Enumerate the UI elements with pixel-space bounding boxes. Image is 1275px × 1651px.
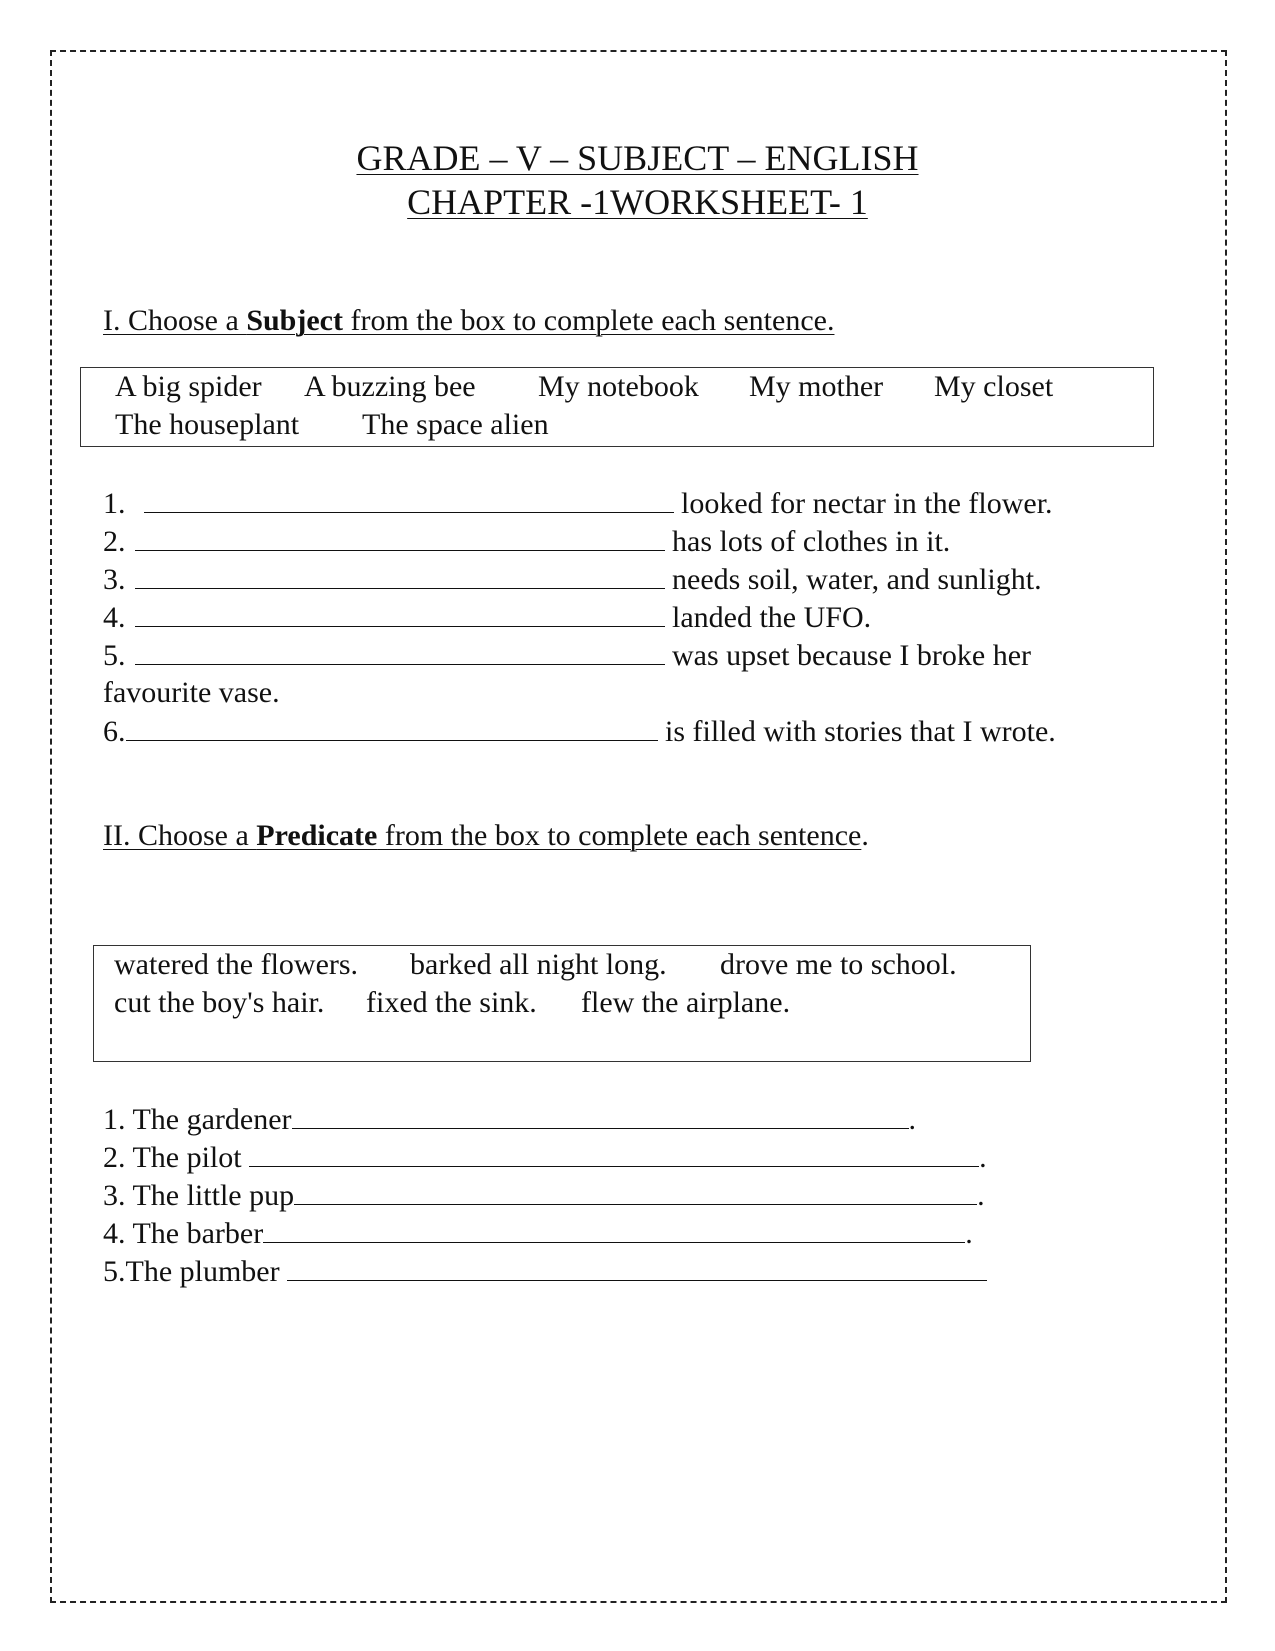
word-box-item: My closet <box>934 370 1054 403</box>
answer-blank[interactable] <box>135 560 665 589</box>
subject-question-5 <box>103 636 1031 675</box>
answer-blank[interactable] <box>263 1214 965 1243</box>
section2-suffix: from the box to complete each sentence <box>377 819 862 852</box>
question-label: 1. The gardener <box>103 1103 292 1136</box>
question-number: 4. <box>103 601 126 634</box>
predicate-question-4 <box>103 1214 973 1253</box>
predicate-question-3 <box>103 1176 985 1215</box>
word-box-item: watered the flowers. <box>114 948 359 981</box>
word-box-item: fixed the sink. <box>366 986 537 1019</box>
predicate-word-box <box>93 945 1031 1062</box>
question-end: . <box>965 1217 973 1250</box>
answer-blank[interactable] <box>135 636 665 665</box>
question-text: is filled with stories that I wrote. <box>665 715 1056 748</box>
section2-heading <box>103 817 869 855</box>
answer-blank[interactable] <box>144 484 674 513</box>
answer-blank[interactable] <box>135 598 665 627</box>
question-text: was upset because I broke her <box>672 639 1032 672</box>
question-end: . <box>979 1141 987 1174</box>
word-box-item: A big spider <box>115 370 262 403</box>
section2-keyword: Predicate <box>256 819 378 852</box>
question-label: 4. The barber <box>103 1217 264 1250</box>
question-text: looked for nectar in the flower. <box>681 487 1053 520</box>
subject-question-6 <box>103 712 1056 751</box>
answer-blank[interactable] <box>135 522 665 551</box>
subject-question-3 <box>103 560 1042 599</box>
answer-blank[interactable] <box>292 1100 909 1129</box>
section2-end: . <box>861 819 869 852</box>
question-label: 3. The little pup <box>103 1179 295 1212</box>
question-end: . <box>977 1179 985 1212</box>
subject-question-2 <box>103 522 950 561</box>
question-text: has lots of clothes in it. <box>672 525 951 558</box>
word-box-item: A buzzing bee <box>304 370 476 403</box>
answer-blank[interactable] <box>126 712 658 741</box>
word-box-item: The space alien <box>362 408 549 441</box>
subject-word-box <box>80 367 1154 447</box>
section1-keyword: Subject <box>246 304 343 337</box>
question-text: landed the UFO. <box>672 601 872 634</box>
word-box-item: cut the boy's hair. <box>114 986 325 1019</box>
question-number: 1. <box>103 487 126 520</box>
question-number: 5. <box>103 639 126 672</box>
section2-prefix: II. Choose a <box>103 819 257 852</box>
question-number: 2. <box>103 525 126 558</box>
word-box-item: barked all night long. <box>410 948 667 981</box>
word-box-item: drove me to school. <box>720 948 957 981</box>
worksheet-subtitle: CHAPTER -1WORKSHEET- 1 <box>407 182 868 222</box>
subject-question-1 <box>103 484 1053 523</box>
section1-suffix: from the box to complete each sentence. <box>342 304 835 337</box>
section1-heading <box>103 302 834 340</box>
question-label: 5.The plumber <box>103 1255 288 1288</box>
subject-question-5-continued: favourite vase. <box>103 676 280 709</box>
worksheet-title: GRADE – V – SUBJECT – ENGLISH <box>356 138 919 178</box>
answer-blank[interactable] <box>249 1138 979 1167</box>
word-box-item: flew the airplane. <box>581 986 791 1019</box>
question-text: needs soil, water, and sunlight. <box>672 563 1042 596</box>
question-number: 6. <box>103 715 126 748</box>
predicate-question-2 <box>103 1138 987 1177</box>
subject-question-4 <box>103 598 871 637</box>
predicate-question-1 <box>103 1100 916 1139</box>
answer-blank[interactable] <box>294 1176 977 1205</box>
answer-blank[interactable] <box>287 1252 987 1281</box>
section1-prefix: I. Choose a <box>103 304 247 337</box>
question-label: 2. The pilot <box>103 1141 250 1174</box>
word-box-item: My notebook <box>538 370 699 403</box>
word-box-item: The houseplant <box>115 408 300 441</box>
word-box-item: My mother <box>749 370 884 403</box>
question-number: 3. <box>103 563 126 596</box>
predicate-question-5 <box>103 1252 987 1291</box>
question-end: . <box>908 1103 917 1136</box>
